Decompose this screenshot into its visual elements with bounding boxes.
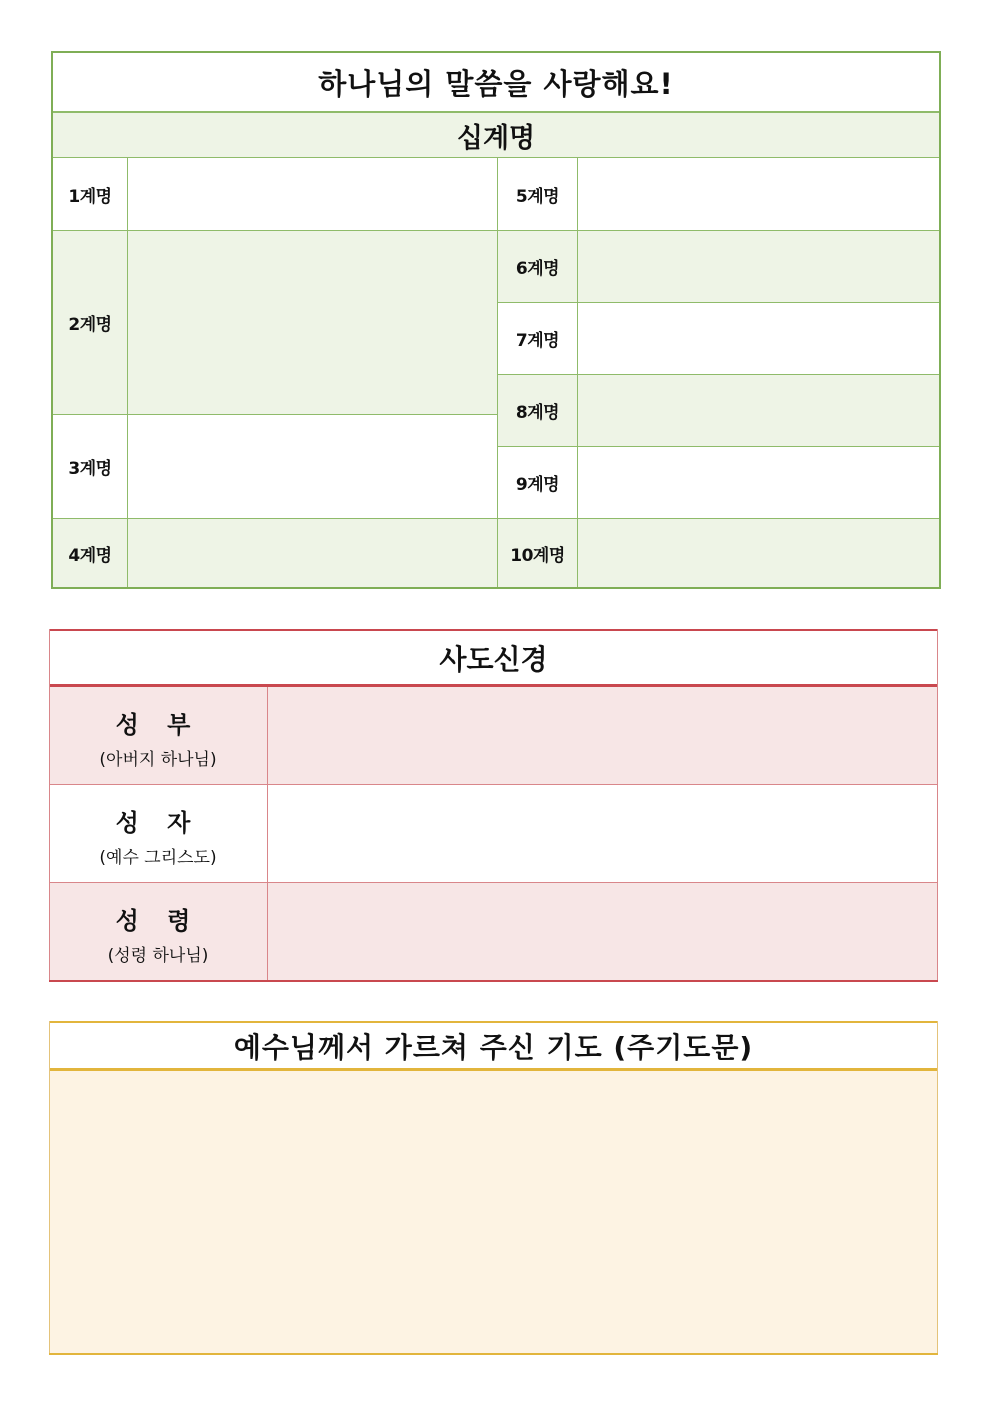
- creed-label-spirit: 성 령: [115, 907, 201, 935]
- answer-field-8[interactable]: [578, 375, 939, 446]
- answer-field-10[interactable]: [578, 519, 939, 587]
- answer-field-7[interactable]: [578, 303, 939, 374]
- commandment-label-4: 4계명: [68, 545, 112, 566]
- commandment-label-8: 8계명: [515, 403, 560, 423]
- bottom-border: [49, 1353, 938, 1355]
- section-title-lords-prayer: 예수님께서 가르쳐 주신 기도 (주기도문): [233, 1030, 754, 1064]
- creed-sublabel-father: (아버지 하나님): [99, 750, 217, 770]
- commandment-label-10: 10계명: [510, 545, 565, 566]
- commandment-label-3: 3계명: [68, 459, 112, 479]
- commandment-label-7: 7계명: [515, 331, 560, 351]
- creed-sublabel-son: (예수 그리스도): [99, 848, 217, 868]
- section-title-apostles-creed: 사도신경: [439, 643, 548, 676]
- answer-field-4[interactable]: [128, 519, 497, 587]
- page-title: 하나님의 말씀을 사랑해요!: [318, 66, 674, 101]
- answer-field-6[interactable]: [578, 231, 939, 302]
- commandment-label-6: 6계명: [515, 259, 560, 279]
- answer-field-spirit[interactable]: [268, 883, 937, 980]
- answer-field-9[interactable]: [578, 447, 939, 518]
- commandment-label-1: 1계명: [68, 186, 112, 207]
- right-border: [937, 1021, 938, 1355]
- creed-label-father: 성 부: [115, 711, 201, 739]
- commandment-label-5: 5계명: [515, 186, 560, 207]
- creed-sublabel-spirit: (성령 하나님): [107, 946, 209, 966]
- bottom-border: [49, 980, 938, 982]
- apostles-creed-table: [49, 629, 938, 982]
- ten-commandments-table: [51, 51, 941, 589]
- commandment-label-9: 9계명: [515, 475, 560, 495]
- answer-field-son[interactable]: [268, 785, 937, 882]
- left-border: [49, 1021, 50, 1355]
- creed-label-son: 성 자: [115, 809, 201, 837]
- section-title-ten-commandments: 십계명: [53, 113, 939, 157]
- answer-field-prayer[interactable]: [49, 1071, 938, 1353]
- answer-field-2[interactable]: [128, 231, 497, 414]
- answer-field-5[interactable]: [578, 158, 939, 230]
- right-border: [937, 629, 938, 982]
- answer-field-1[interactable]: [128, 158, 497, 230]
- lords-prayer-table: [49, 1021, 938, 1355]
- answer-field-father[interactable]: [268, 687, 937, 784]
- answer-field-3[interactable]: [128, 415, 497, 518]
- commandment-label-2: 2계명: [68, 315, 112, 335]
